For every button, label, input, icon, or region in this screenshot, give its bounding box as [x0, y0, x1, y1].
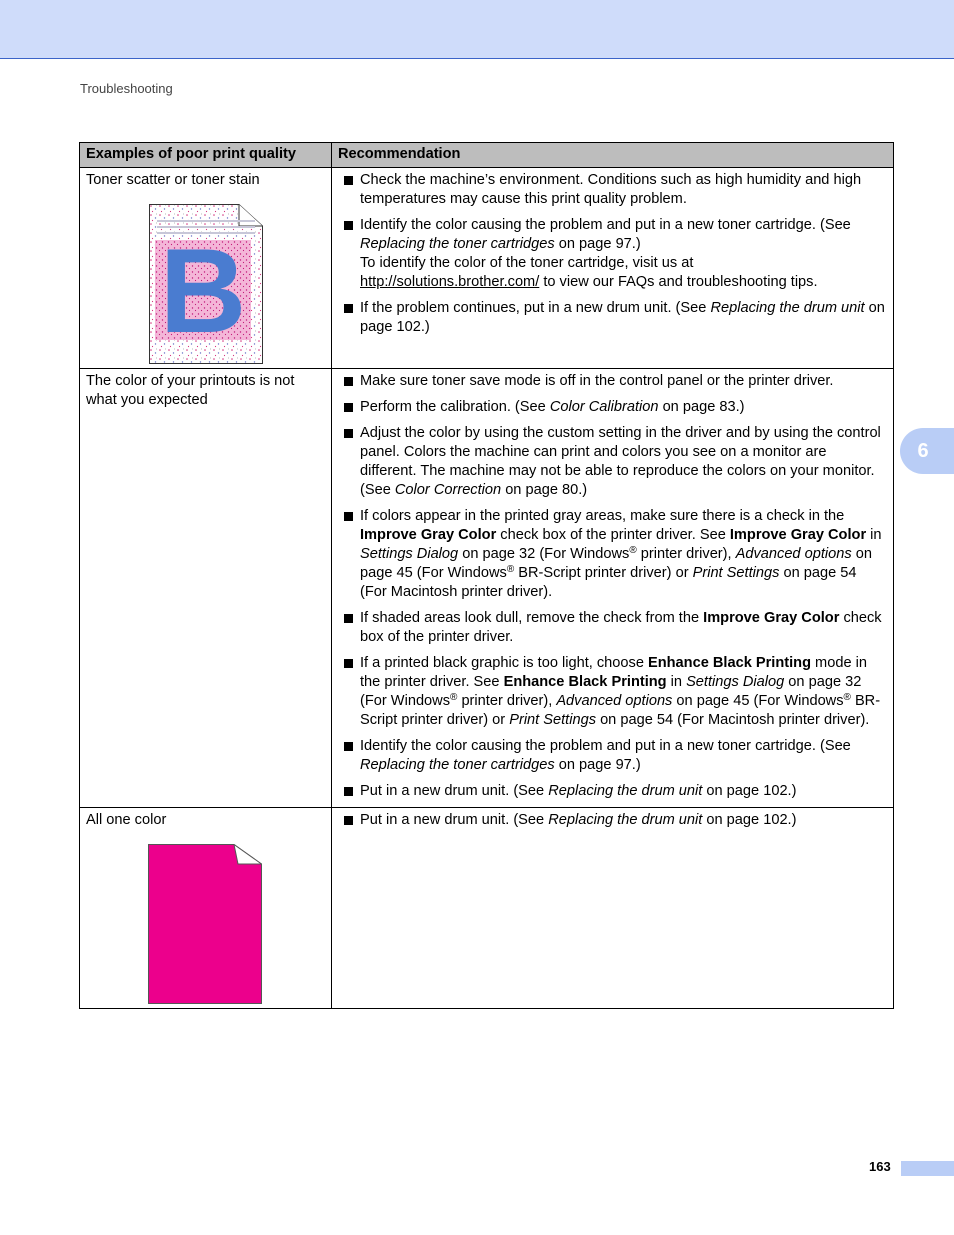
list-item: Adjust the color by using the custom setting in the driver and by using the control panel. Colors the machine can print and colors you see on a monitor are different. The machine may not be able to reproduce the colors on your monitor. (See Color Correction on page 80.)	[338, 424, 887, 500]
recommendation-cell	[332, 168, 894, 369]
square-bullet-icon	[344, 742, 353, 751]
square-bullet-icon	[344, 304, 353, 313]
row-title: The color of your printouts is not what you expected	[86, 373, 295, 408]
example-cell-color-mismatch	[80, 369, 332, 808]
list-item: Identify the color causing the problem and put in a new toner cartridge. (See Replacing the toner cartridges on page 97.)	[338, 737, 887, 775]
recommendation-list	[338, 811, 887, 830]
list-item: If shaded areas look dull, remove the check from the Improve Gray Color check box of the printer driver.	[338, 609, 887, 647]
square-bullet-icon	[344, 377, 353, 386]
table-header-row	[80, 143, 894, 168]
table-row	[80, 369, 894, 808]
square-bullet-icon	[344, 614, 353, 623]
table-row	[80, 808, 894, 1009]
recommendation-list	[338, 372, 887, 801]
example-cell-toner-scatter	[80, 168, 332, 369]
row-title: Toner scatter or toner stain	[86, 172, 260, 188]
square-bullet-icon	[344, 787, 353, 796]
column-header-recommendation: Recommendation	[332, 143, 894, 168]
table-row	[80, 168, 894, 369]
list-item: Perform the calibration. (See Color Calibration on page 83.)	[338, 398, 887, 417]
list-item: Put in a new drum unit. (See Replacing the drum unit on page 102.)	[338, 782, 887, 801]
print-quality-table	[79, 142, 894, 1009]
running-header: Troubleshooting	[80, 81, 173, 96]
square-bullet-icon	[344, 403, 353, 412]
column-header-examples: Examples of poor print quality	[80, 143, 332, 168]
square-bullet-icon	[344, 176, 353, 185]
page-footer-bar	[901, 1161, 954, 1176]
list-item: Make sure toner save mode is off in the control panel or the printer driver.	[338, 372, 887, 391]
toner-scatter-illustration	[149, 204, 263, 364]
row-title: All one color	[86, 812, 167, 828]
all-one-color-illustration	[148, 844, 262, 1004]
list-item: Identify the color causing the problem and put in a new toner cartridge. (See Replacing the toner cartridges on page 97.) To identify the color of the toner cartridge, visit us at http://solutions.brother.com/ to view our FAQs and troubleshooting tips.	[338, 216, 887, 292]
list-item: If the problem continues, put in a new drum unit. (See Replacing the drum unit on page 102.)	[338, 299, 887, 337]
illustration-letter: B	[159, 224, 247, 358]
page-number: 163	[869, 1159, 891, 1174]
square-bullet-icon	[344, 659, 353, 668]
list-item: Check the machine’s environment. Conditions such as high humidity and high temperatures may cause this print quality problem.	[338, 171, 887, 209]
recommendation-cell	[332, 808, 894, 1009]
list-item: Put in a new drum unit. (See Replacing the drum unit on page 102.)	[338, 811, 887, 830]
recommendation-cell	[332, 369, 894, 808]
top-header-band	[0, 0, 954, 59]
square-bullet-icon	[344, 816, 353, 825]
recommendation-list	[338, 171, 887, 337]
solutions-link[interactable]: http://solutions.brother.com/	[360, 274, 540, 290]
example-cell-all-one-color	[80, 808, 332, 1009]
square-bullet-icon	[344, 221, 353, 230]
chapter-tab[interactable]: 6	[900, 428, 954, 474]
list-item: If colors appear in the printed gray areas, make sure there is a check in the Improve Gray Color check box of the printer driver. See Improve Gray Color in Settings Dialog on page 32 (For Windows® printer driver), Advanced options on page 45 (For Windows® BR-Script printer driver) or Print Settings on page 54 (For Macintosh printer driver).	[338, 507, 887, 602]
square-bullet-icon	[344, 512, 353, 521]
list-item: If a printed black graphic is too light, choose Enhance Black Printing mode in the printer driver. See Enhance Black Printing in Settings Dialog on page 32 (For Windows® printer driver), Advanced options on page 45 (For Windows® BR-Script printer driver) or Print Settings on page 54 (For Macintosh printer driver).	[338, 654, 887, 730]
square-bullet-icon	[344, 429, 353, 438]
